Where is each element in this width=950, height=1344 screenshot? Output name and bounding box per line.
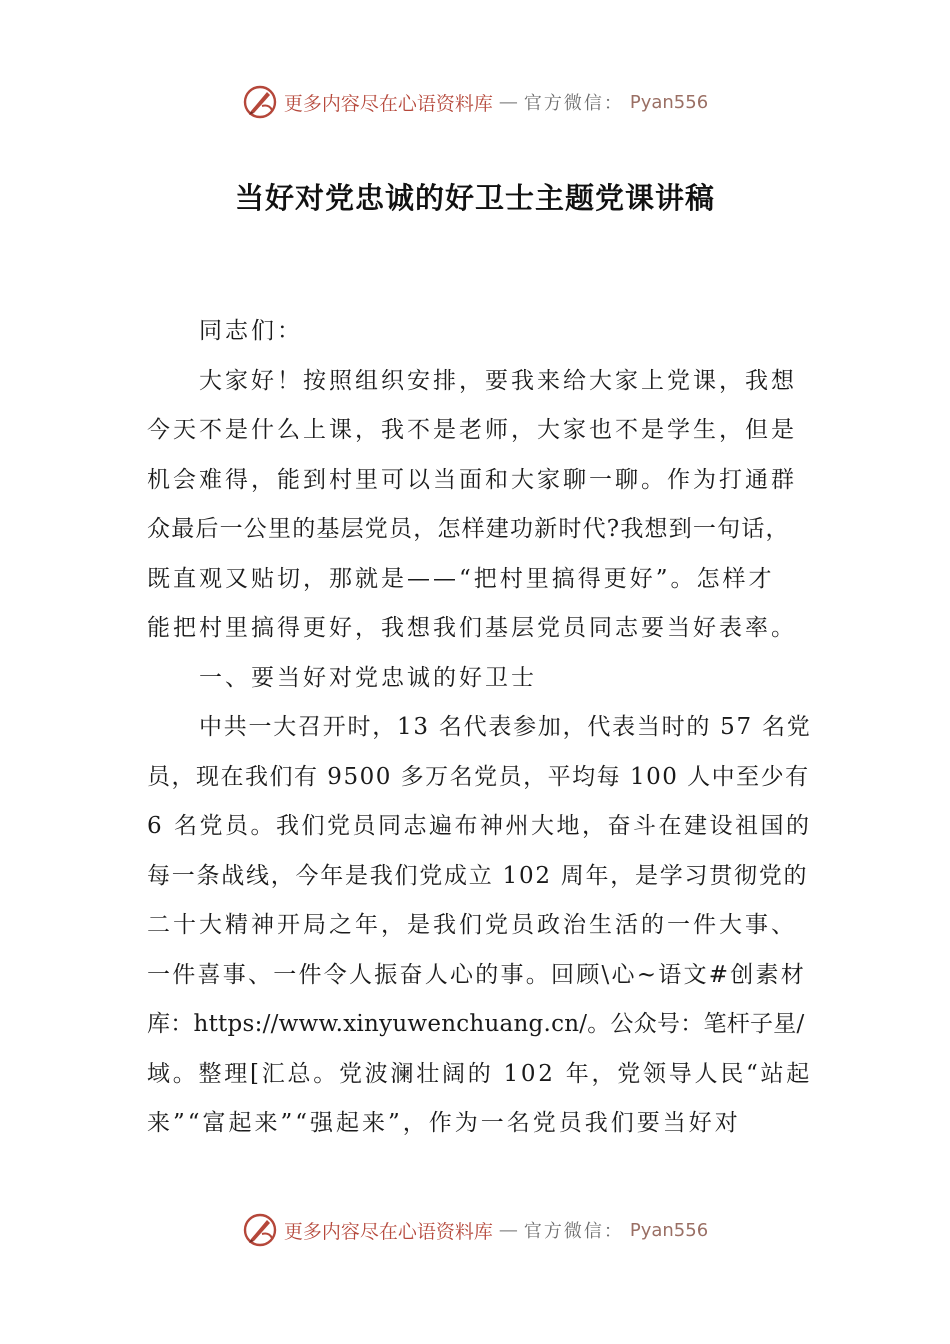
pen-logo-icon — [242, 1212, 278, 1248]
greeting-line: 同志们： — [199, 318, 303, 344]
pen-logo-icon — [242, 84, 278, 120]
paragraph-2-line-9: 来”“富起来”“强起来”，作为一名党员我们要当好对 — [147, 1110, 741, 1136]
banner-brand-text: 更多内容尽在心语资料库 — [283, 92, 493, 115]
paragraph-1-line-3: 机会难得，能到村里可以当面和大家聊一聊。作为打通群 — [147, 466, 797, 493]
banner-dash: — — [498, 91, 518, 113]
paragraph-2-line-4: 每一条战线，今年是我们党成立 102 周年，是学习贯彻党的 — [147, 862, 809, 889]
paragraph-2-line-5: 二十大精神开局之年，是我们党员政治生活的一件大事、 — [147, 912, 797, 938]
document-body — [147, 307, 813, 1149]
section-heading-1: 一、要当好对党忠诚的好卫士 — [199, 664, 537, 691]
banner-dash: — — [498, 1219, 518, 1241]
banner-wechat-label: 官方微信： — [523, 93, 624, 114]
paragraph-1-line-5: 既直观又贴切，那就是——“把村里搞得更好”。怎样才 — [147, 565, 775, 592]
paragraph-1-line-1: 大家好！按照组织安排，要我来给大家上党课，我想 — [199, 367, 797, 394]
document-title: 当好对党忠诚的好卫士主题党课讲稿 — [234, 181, 715, 215]
paragraph-2-line-6: 一件喜事、一件令人振奋人心的事。回顾\心~语文#创素材 — [147, 961, 807, 988]
paragraph-2-line-1: 中共一大召开时，13 名代表参加，代表当时的 57 名党 — [199, 714, 812, 740]
banner-wechat-id: Pyan556 — [629, 91, 709, 113]
paragraph-2-line-8: 域。整理[汇总。党波澜壮阔的 102 年，党领导人民“站起 — [147, 1060, 813, 1087]
paragraph-1-line-2: 今天不是什么上课，我不是老师，大家也不是学生，但是 — [147, 417, 797, 443]
paragraph-2-line-3: 6 名党员。我们党员同志遍布神州大地，奋斗在建设祖国的 — [147, 813, 812, 839]
paragraph-2-line-7: 库：https://www.xinyuwenchuang.cn/。公众号：笔杆子星/ — [147, 1011, 805, 1037]
banner-brand-text: 更多内容尽在心语资料库 — [283, 1220, 493, 1243]
header-banner — [0, 80, 950, 124]
paragraph-1-line-4: 众最后一公里的基层党员，怎样建功新时代?我想到一句话， — [147, 516, 790, 542]
paragraph-1-line-6: 能把村里搞得更好，我想我们基层党员同志要当好表率。 — [147, 615, 797, 641]
paragraph-2-line-2: 员，现在我们有 9500 多万名党员，平均每 100 人中至少有 — [147, 763, 810, 790]
banner-wechat-label: 官方微信： — [523, 1221, 624, 1242]
footer-banner — [0, 1208, 950, 1252]
banner-wechat-id: Pyan556 — [629, 1219, 709, 1241]
